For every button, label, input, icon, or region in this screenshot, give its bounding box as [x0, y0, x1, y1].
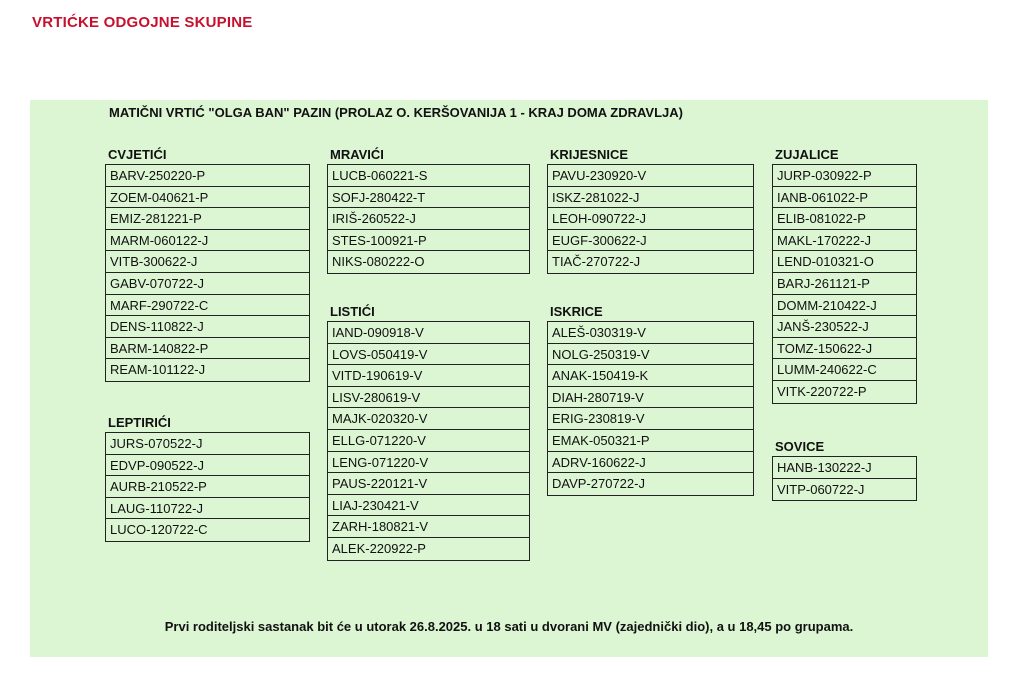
child-code: LAUG-110722-J: [106, 498, 309, 520]
child-code: IANB-061022-P: [773, 187, 916, 209]
child-code: LUCO-120722-C: [110, 522, 208, 538]
groups-panel: [30, 100, 988, 657]
code-list: [547, 321, 754, 496]
code-list: [327, 164, 530, 274]
child-code: EDVP-090522-J: [106, 455, 309, 477]
child-code: GABV-070722-J: [106, 273, 309, 295]
child-code: DIAH-280719-V: [548, 387, 753, 409]
child-code: TOMZ-150622-J: [773, 338, 916, 360]
child-code: STES-100921-P: [328, 230, 529, 252]
group-name: ZUJALICE: [775, 147, 839, 162]
child-code: VITB-300622-J: [106, 251, 309, 273]
child-code: BARV-250220-P: [106, 165, 309, 187]
child-code: EUGF-300622-J: [548, 230, 753, 252]
group-name: MRAVIĆI: [330, 147, 384, 162]
group-name: ISKRICE: [550, 304, 603, 319]
child-code: BARM-140822-P: [106, 338, 309, 360]
child-code: NOLG-250319-V: [548, 344, 753, 366]
group-iskrice: [547, 304, 754, 496]
child-code: JURP-030922-P: [773, 165, 916, 187]
child-code: VITK-220722-P: [777, 383, 867, 399]
code-list: [547, 164, 754, 274]
child-code: PAUS-220121-V: [328, 473, 529, 495]
group-name: LISTIĆI: [330, 304, 375, 319]
child-code: DAVP-270722-J: [552, 476, 645, 492]
child-code: MARM-060122-J: [106, 230, 309, 252]
child-code: ADRV-160622-J: [548, 452, 753, 474]
child-code: LISV-280619-V: [328, 387, 529, 409]
child-code: DOMM-210422-J: [773, 295, 916, 317]
child-code: TIAČ-270722-J: [552, 254, 641, 270]
group-krijesnice: [547, 147, 754, 274]
child-code: EMAK-050321-P: [548, 430, 753, 452]
child-code: NIKS-080222-O: [332, 254, 425, 270]
child-code: LUCB-060221-S: [328, 165, 529, 187]
child-code: LENG-071220-V: [328, 452, 529, 474]
child-code: ERIG-230819-V: [548, 408, 753, 430]
child-code: JANŠ-230522-J: [773, 316, 916, 338]
child-code: ANAK-150419-K: [548, 365, 753, 387]
group-sovice: [772, 439, 917, 501]
child-code: ALEŠ-030319-V: [548, 322, 753, 344]
child-code: EMIZ-281221-P: [106, 208, 309, 230]
group-leptirici: [105, 415, 310, 542]
kindergarten-heading: MATIČNI VRTIĆ "OLGA BAN" PAZIN (PROLAZ O. KERŠOVANIJA 1 - KRAJ DOMA ZDRAVLJA): [109, 105, 683, 120]
code-list: [327, 321, 530, 561]
child-code: PAVU-230920-V: [548, 165, 753, 187]
group-name: CVJETIĆI: [108, 147, 167, 162]
meeting-note: Prvi roditeljski sastanak bit će u utorak 26.8.2025. u 18 sati u dvorani MV (zajednički dio), a u 18,45 po grupama.: [164, 619, 854, 634]
group-name: KRIJESNICE: [550, 147, 629, 162]
child-code: ELIB-081022-P: [773, 208, 916, 230]
child-code: ELLG-071220-V: [328, 430, 529, 452]
child-code: ZARH-180821-V: [328, 516, 529, 538]
child-code: AURB-210522-P: [106, 476, 309, 498]
group-mravici: [327, 147, 530, 274]
child-code: MAJK-020320-V: [328, 408, 529, 430]
child-code: LEOH-090722-J: [548, 208, 753, 230]
child-code: ALEK-220922-P: [332, 540, 426, 556]
child-code: VITD-190619-V: [328, 365, 529, 387]
group-cvjetici: [105, 147, 310, 382]
child-code: HANB-130222-J: [773, 457, 916, 479]
page-title: VRTIĆKE ODGOJNE SKUPINE: [32, 14, 253, 31]
code-list: [105, 432, 310, 542]
child-code: VITP-060722-J: [777, 481, 865, 497]
child-code: BARJ-261121-P: [773, 273, 916, 295]
child-code: ZOEM-040621-P: [106, 187, 309, 209]
child-code: JURS-070522-J: [106, 433, 309, 455]
group-zujalice: [772, 147, 917, 404]
code-list: [772, 456, 917, 501]
child-code: IRIŠ-260522-J: [328, 208, 529, 230]
child-code: LUMM-240622-C: [773, 359, 916, 381]
child-code: MARF-290722-C: [106, 295, 309, 317]
child-code: LOVS-050419-V: [328, 344, 529, 366]
group-name: SOVICE: [775, 439, 825, 454]
code-list: [772, 164, 917, 404]
child-code: MAKL-170222-J: [773, 230, 916, 252]
child-code: LIAJ-230421-V: [328, 495, 529, 517]
child-code: ISKZ-281022-J: [548, 187, 753, 209]
child-code: DENS-110822-J: [106, 316, 309, 338]
code-list: [105, 164, 310, 382]
child-code: SOFJ-280422-T: [328, 187, 529, 209]
group-name: LEPTIRIĆI: [108, 415, 171, 430]
child-code: IAND-090918-V: [328, 322, 529, 344]
child-code: REAM-101122-J: [110, 362, 206, 378]
group-listici: [327, 304, 530, 561]
child-code: LEND-010321-O: [773, 251, 916, 273]
